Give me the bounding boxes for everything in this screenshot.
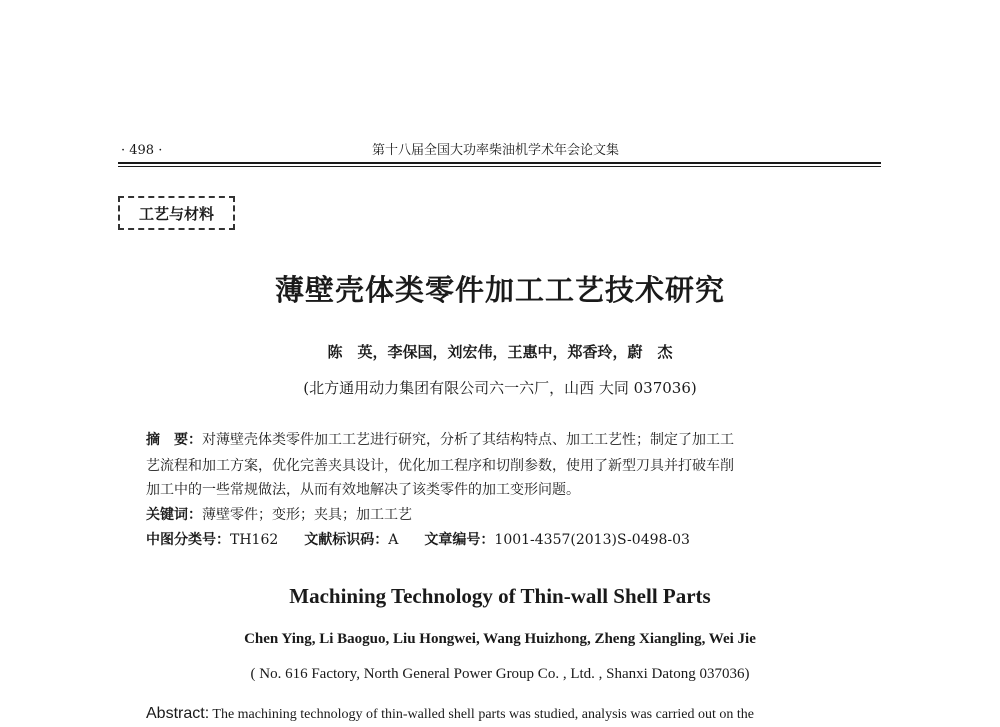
keywords-text: 薄壁零件；变形；夹具；加工工艺: [202, 507, 412, 523]
paper-title-cn: 薄壁壳体类零件加工工艺技术研究: [274, 273, 725, 307]
abstract-cn-text-1: 对薄壁壳体类零件加工工艺进行研究，分析了其结构特点、加工工艺性；制定了加工工: [202, 432, 734, 448]
keywords-label: 关键词：: [146, 507, 202, 523]
abstract-cn-line-3: 加工中的一些常规做法，从而有效地解决了该类零件的加工变形问题。: [146, 482, 580, 498]
section-tag: 工艺与材料: [118, 196, 235, 230]
doc-code-value: A: [388, 532, 399, 548]
affiliation-cn: (北方通用动力集团有限公司六一六厂，山西 大同 037036): [303, 379, 697, 397]
running-title: 第十八届全国大功率柴油机学术年会论文集: [372, 143, 620, 158]
abstract-label-en: Abstract:: [146, 705, 210, 722]
authors-cn: 陈 英，李保国，刘宏伟，王惠中，郑香玲，蔚 杰: [327, 343, 673, 361]
classification-line: [146, 529, 856, 552]
article-no-value: 1001-4357(2013)S-0498-03: [494, 532, 690, 548]
abstract-cn-line-1: [146, 429, 856, 452]
clc-label: 中图分类号：: [146, 532, 230, 548]
abstract-en-text-1: The machining technology of thin-walled shell parts was studied, analysis was carried out on the: [209, 707, 754, 722]
keywords-cn: [146, 504, 856, 527]
article-no-label: 文章编号：: [424, 532, 495, 548]
paper-title-en: Machining Technology of Thin-wall Shell Parts: [289, 584, 711, 608]
page-number: · 498 ·: [121, 143, 163, 158]
clc-value: TH162: [230, 532, 279, 548]
authors-en: Chen Ying, Li Baoguo, Liu Hongwei, Wang Huizhong, Zheng Xiangling, Wei Jie: [244, 631, 756, 647]
doc-code-label: 文献标识码：: [304, 532, 389, 548]
abstract-cn-line-2: 艺流程和加工方案，优化完善夹具设计，优化加工程序和切削参数，使用了新型刀具并打破车削: [146, 458, 734, 474]
header-rule-thick: [118, 162, 881, 164]
affiliation-en: ( No. 616 Factory, North General Power Group Co. , Ltd. , Shanxi Datong 037036): [250, 666, 750, 682]
abstract-label-cn: 摘 要：: [146, 432, 202, 448]
header-rule-thin: [118, 166, 881, 167]
abstract-en-line-1: [146, 705, 866, 723]
